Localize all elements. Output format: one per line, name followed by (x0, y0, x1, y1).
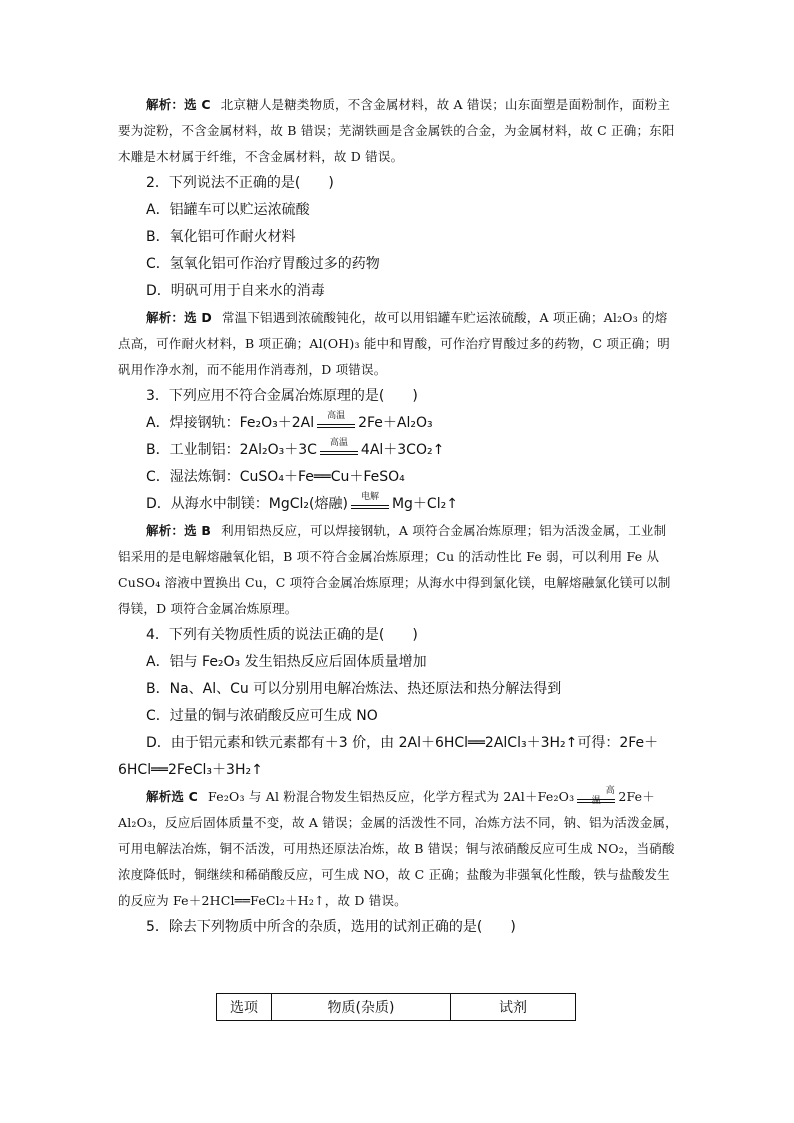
reaction-condition (317, 413, 355, 433)
analysis-head: 解析选 C (146, 789, 199, 804)
q4-option-a: A．铝与 Fe₂O₃ 发生铝热反应后固体质量增加 (146, 654, 427, 670)
q4-option-d (118, 730, 678, 784)
condition-label: 高温 (591, 785, 615, 806)
q3-option-c: C．湿法炼铜：CuSO₄＋Fe══Cu＋FeSO₄ (146, 469, 405, 485)
q3-option-b (118, 437, 678, 464)
q4-option-c: C．过量的铜与浓硝酸反应可生成 NO (146, 708, 378, 724)
equation-right: 4Al＋3CO₂↑ (360, 442, 445, 458)
q3-stem: 3．下列应用不符合金属冶炼原理的是( ) (146, 388, 418, 404)
table-header-option: 选项 (217, 994, 272, 1021)
equation-left: B．工业制铝：2Al₂O₃＋3C (146, 442, 317, 458)
q2-analysis (118, 305, 678, 383)
q3-option-a (118, 410, 678, 437)
equation-right: 2Fe＋Al₂O₃ (358, 415, 433, 431)
equation-right: Mg＋Cl₂↑ (391, 496, 458, 512)
analysis-head: 解析：选 D (146, 310, 212, 325)
q2-option-a: A．铝罐车可以贮运浓硫酸 (146, 202, 310, 218)
q4-option-b: B．Na、Al、Cu 可以分别用电解冶炼法、热还原法和热分解法得到 (146, 681, 562, 697)
q2-option-d: D．明矾可用于自来水的消毒 (146, 283, 325, 299)
reaction-condition (351, 494, 389, 514)
table-header-reagent: 试剂 (451, 994, 576, 1021)
analysis-body-post: 2Fe＋Al₂O₃，反应后固体质量不变，故 A 错误；金属的活泼性不同，冶炼方法不同，钠、铝为活泼金属，可用电解法冶炼，铜不活泼，可用热还原法冶炼，故 B 错误；铜与浓硝酸反应可生成 NO₂，当硝酸浓度降低时，铜继续和稀硝酸反应，可生成 NO，故 C 正确；盐酸为非强氧化性酸，铁与盐酸发生的反应为 Fe＋2HCl══FeCl₂＋H₂↑，故 D 错误。 (118, 789, 678, 908)
q2-option-c: C．氢氧化铝可作治疗胃酸过多的药物 (146, 256, 380, 272)
analysis-body: 北京糖人是糖类物质，不含金属材料，故 A 错误；山东面塑是面粉制作，面粉主要为淀粉，不含金属材料，故 B 错误；芜湖铁画是含金属铁的合金，为金属材料，故 C 正确；东阳木雕是木材属于纤维，不含金属材料，故 D 错误。 (118, 97, 675, 164)
option-d-line2: 6HCl══2FeCl₃＋3H₂↑ (118, 762, 263, 778)
q1-analysis (118, 92, 678, 170)
analysis-body-pre: Fe₂O₃ 与 Al 粉混合物发生铝热反应，化学方程式为 2Al＋Fe₂O₃ (208, 789, 575, 804)
table-header-row (217, 994, 576, 1021)
analysis-body: 常温下铝遇到浓硫酸钝化，故可以用铝罐车贮运浓硫酸，A 项正确；Al₂O₃ 的熔点高，可作耐火材料，B 项正确；Al(OH)₃ 能中和胃酸，可作治疗胃酸过多的药物，C 项正确；明矾用作净水剂，而不能用作消毒剂，D 项错误。 (118, 310, 670, 377)
q2-option-b: B．氧化铝可作耐火材料 (146, 229, 296, 245)
q4-analysis (118, 784, 678, 914)
analysis-head: 解析：选 C (146, 97, 211, 112)
option-d-line1: D．由于铝元素和铁元素都有＋3 价，由 2Al＋6HCl══2AlCl₃＋3H₂↑可得：2Fe＋ (146, 735, 659, 751)
q3-option-d (118, 491, 678, 518)
analysis-body: 利用铝热反应，可以焊接钢轨，A 项符合金属冶炼原理；铝为活泼金属，工业制铝采用的是电解熔融氧化铝，B 项不符合金属冶炼原理；Cu 的活动性比 Fe 弱，可以利用 Fe 从 CuSO₄ 溶液中置换出 Cu，C 项符合金属冶炼原理；从海水中得到氯化镁，电解熔融氯化镁可以制得镁，D 项符合金属冶炼原理。 (118, 523, 671, 616)
condition-label: 电解 (360, 492, 379, 502)
condition-label: 高温 (329, 438, 348, 448)
analysis-head: 解析：选 B (146, 523, 212, 538)
table-header-substance: 物质(杂质) (272, 994, 451, 1021)
document-page (118, 92, 678, 941)
q2-stem: 2．下列说法不正确的是( ) (146, 175, 334, 191)
reaction-condition (577, 785, 615, 808)
equation-left: A．焊接钢轨：Fe₂O₃＋2Al (146, 415, 315, 431)
q3-analysis (118, 518, 678, 622)
condition-label: 高温 (327, 411, 346, 421)
q5-table (216, 993, 576, 1021)
equation-left: D．从海水中制镁：MgCl₂(熔融) (146, 496, 348, 512)
q4-stem: 4．下列有关物质性质的说法正确的是( ) (146, 627, 418, 643)
reaction-condition (320, 440, 358, 460)
q5-stem: 5．除去下列物质中所含的杂质，选用的试剂正确的是( ) (146, 919, 516, 935)
